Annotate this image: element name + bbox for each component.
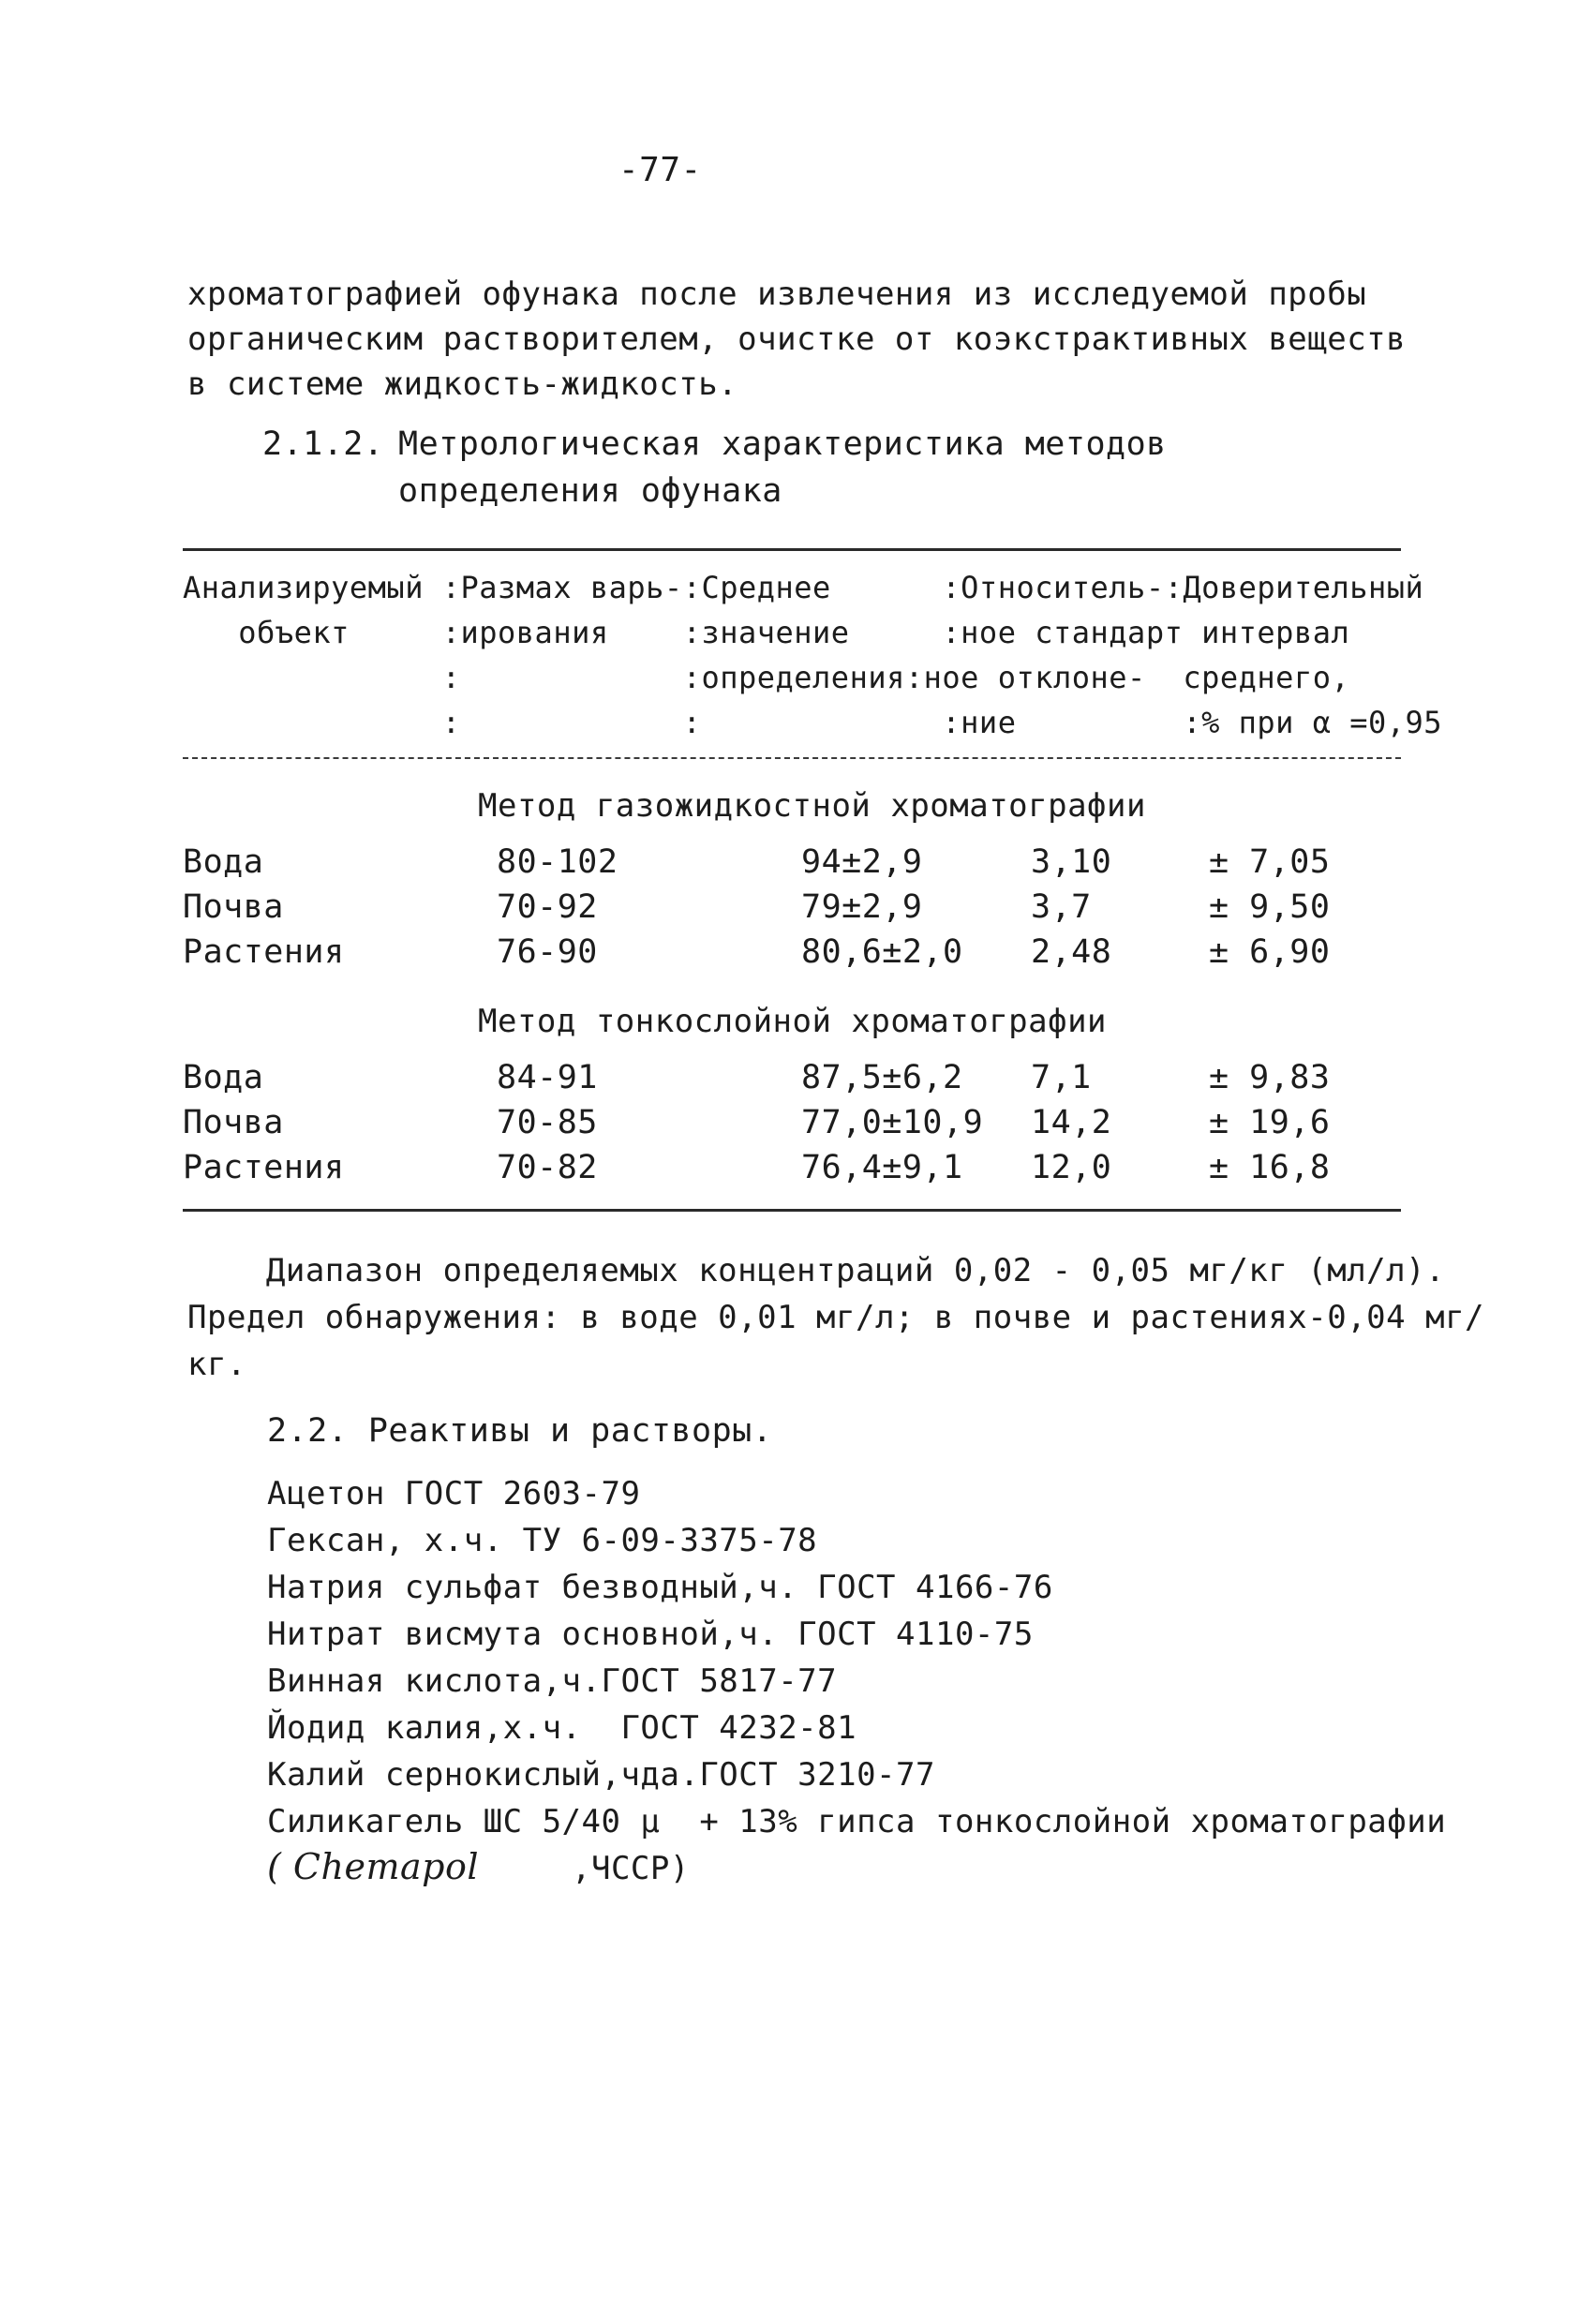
page-number: -77- xyxy=(618,151,702,189)
intro-line: органическим растворителем, очистке от коэкстрактивных веществ xyxy=(187,320,1407,358)
section-title: Метрологическая характеристика методов xyxy=(398,425,1167,463)
section-number: 2.1.2. xyxy=(262,425,384,463)
row-ci: ± 7,05 xyxy=(1209,843,1331,881)
reagent-item: Натрия сульфат безводный,ч. ГОСТ 4166-76 xyxy=(267,1569,1053,1606)
row-range: 70-85 xyxy=(497,1104,598,1141)
table-top-rule xyxy=(183,548,1401,551)
range-line: кг. xyxy=(187,1346,246,1383)
reagent-item: Силикагель ШС 5/40 μ + 13% гипса тонкослойной хроматографии xyxy=(267,1803,1447,1840)
reagent-item: Винная кислота,ч.ГОСТ 5817-77 xyxy=(267,1662,838,1700)
row-object: Вода xyxy=(183,1059,264,1096)
row-mean: 77,0±10,9 xyxy=(801,1104,984,1141)
row-rsd: 7,1 xyxy=(1031,1059,1092,1096)
reagent-origin: ,ЧССР) xyxy=(572,1850,690,1887)
range-line: Диапазон определяемых концентраций 0,02 - 0,05 мг/кг (мл/л). xyxy=(187,1252,1446,1289)
table-bottom-rule xyxy=(183,1209,1401,1212)
reagent-item: Нитрат висмута основной,ч. ГОСТ 4110-75 xyxy=(267,1616,1034,1653)
row-rsd: 3,10 xyxy=(1031,843,1112,881)
row-rsd: 3,7 xyxy=(1031,888,1092,926)
reagent-item: Гексан, х.ч. ТУ 6-09-3375-78 xyxy=(267,1522,818,1559)
section-22-heading: 2.2. Реактивы и растворы. xyxy=(267,1412,773,1450)
row-mean: 76,4±9,1 xyxy=(801,1149,963,1186)
table-header-line: : :определения:ное отклоне- среднего, xyxy=(183,660,1350,695)
row-object: Растения xyxy=(183,1149,345,1186)
row-ci: ± 16,8 xyxy=(1209,1149,1331,1186)
intro-line: в системе жидкость-жидкость. xyxy=(187,365,738,403)
row-range: 80-102 xyxy=(497,843,618,881)
table-header-line: : : :ние :% при α =0,95 xyxy=(183,705,1443,740)
row-ci: ± 9,50 xyxy=(1209,888,1331,926)
row-mean: 79±2,9 xyxy=(801,888,923,926)
row-rsd: 14,2 xyxy=(1031,1104,1112,1141)
row-object: Почва xyxy=(183,1104,284,1141)
row-range: 70-82 xyxy=(497,1149,598,1186)
row-range: 84-91 xyxy=(497,1059,598,1096)
method-caption: Метод газожидкостной хроматографии xyxy=(478,787,1146,825)
row-mean: 94±2,9 xyxy=(801,843,923,881)
reagent-item: Йодид калия,х.ч. ГОСТ 4232-81 xyxy=(267,1709,857,1747)
row-mean: 87,5±6,2 xyxy=(801,1059,963,1096)
section-title-continued: определения офунака xyxy=(398,472,782,510)
row-rsd: 12,0 xyxy=(1031,1149,1112,1186)
table-header-rule xyxy=(183,757,1401,759)
intro-line: хроматографией офунака после извлечения из исследуемой пробы xyxy=(187,276,1367,313)
table-header-line: Анализируемый :Размах варь-:Среднее :Относитель-:Доверительный xyxy=(183,570,1424,605)
reagent-item: Калий сернокислый,чда.ГОСТ 3210-77 xyxy=(267,1756,935,1794)
row-range: 70-92 xyxy=(497,888,598,926)
row-rsd: 2,48 xyxy=(1031,933,1112,971)
row-object: Вода xyxy=(183,843,264,881)
row-ci: ± 9,83 xyxy=(1209,1059,1331,1096)
row-range: 76-90 xyxy=(497,933,598,971)
row-object: Почва xyxy=(183,888,284,926)
row-mean: 80,6±2,0 xyxy=(801,933,963,971)
row-ci: ± 6,90 xyxy=(1209,933,1331,971)
handwritten-note: ( Chemapol xyxy=(267,1846,479,1887)
row-ci: ± 19,6 xyxy=(1209,1104,1331,1141)
range-line: Предел обнаружения: в воде 0,01 мг/л; в почве и растениях-0,04 мг/ xyxy=(187,1299,1485,1336)
row-object: Растения xyxy=(183,933,345,971)
table-header-line: объект :ирования :значение :ное стандарт интервал xyxy=(183,615,1350,650)
method-caption: Метод тонкослойной хроматографии xyxy=(478,1003,1108,1040)
reagent-item: Ацетон ГОСТ 2603-79 xyxy=(267,1475,641,1512)
